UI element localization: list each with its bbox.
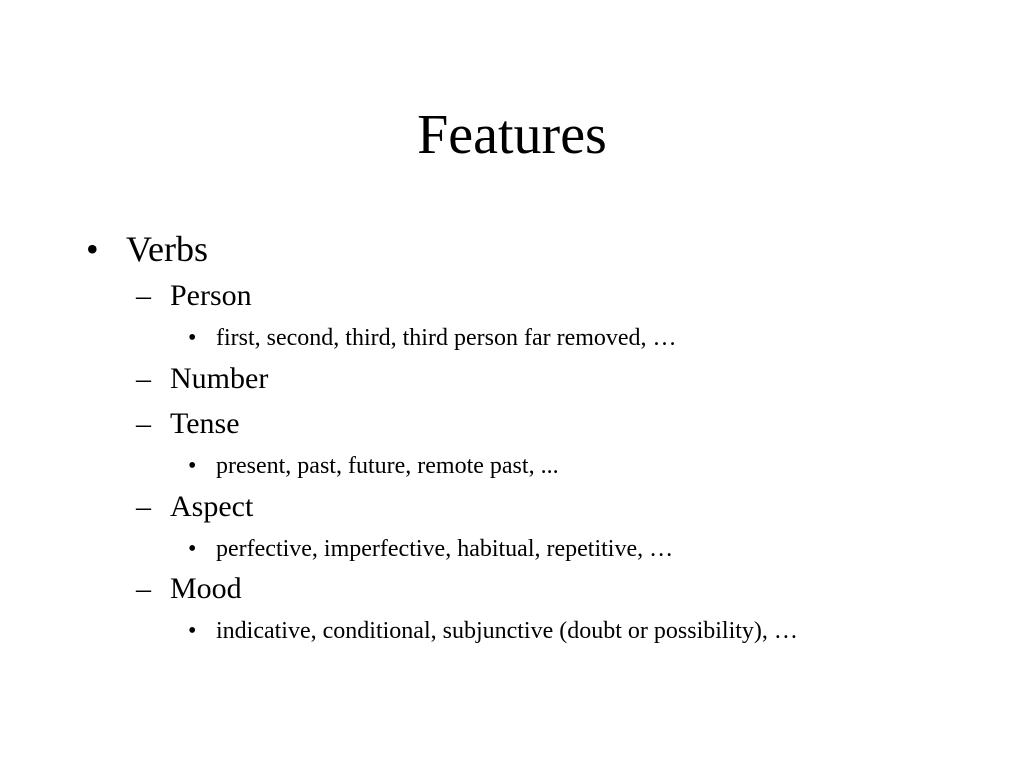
detail-item-text: perfective, imperfective, habitual, repetitive, … [216,536,674,562]
detail-item-text: first, second, third, third person far removed, … [216,325,677,351]
dash-icon: – [136,362,151,395]
sub-item-text: Tense [170,407,240,440]
dash-icon: – [136,407,151,440]
detail-item-text: indicative, conditional, subjunctive (doubt or possibility), … [216,618,798,644]
dash-icon: – [136,572,151,605]
bullet-icon: • [188,453,197,479]
detail-item-text: present, past, future, remote past, ... [216,453,559,479]
dash-icon: – [136,279,151,312]
bullet-text: Verbs [126,229,208,269]
bullet-icon: • [188,618,197,644]
sub-item-text: Number [170,362,269,395]
bullet-icon: • [188,536,197,562]
sub-item-text: Person [170,279,252,312]
bullet-icon: • [86,229,99,269]
slide-title: Features [417,104,607,166]
sub-item-text: Mood [170,572,242,605]
dash-icon: – [136,490,151,523]
sub-item-text: Aspect [170,490,254,523]
bullet-icon: • [188,325,197,351]
